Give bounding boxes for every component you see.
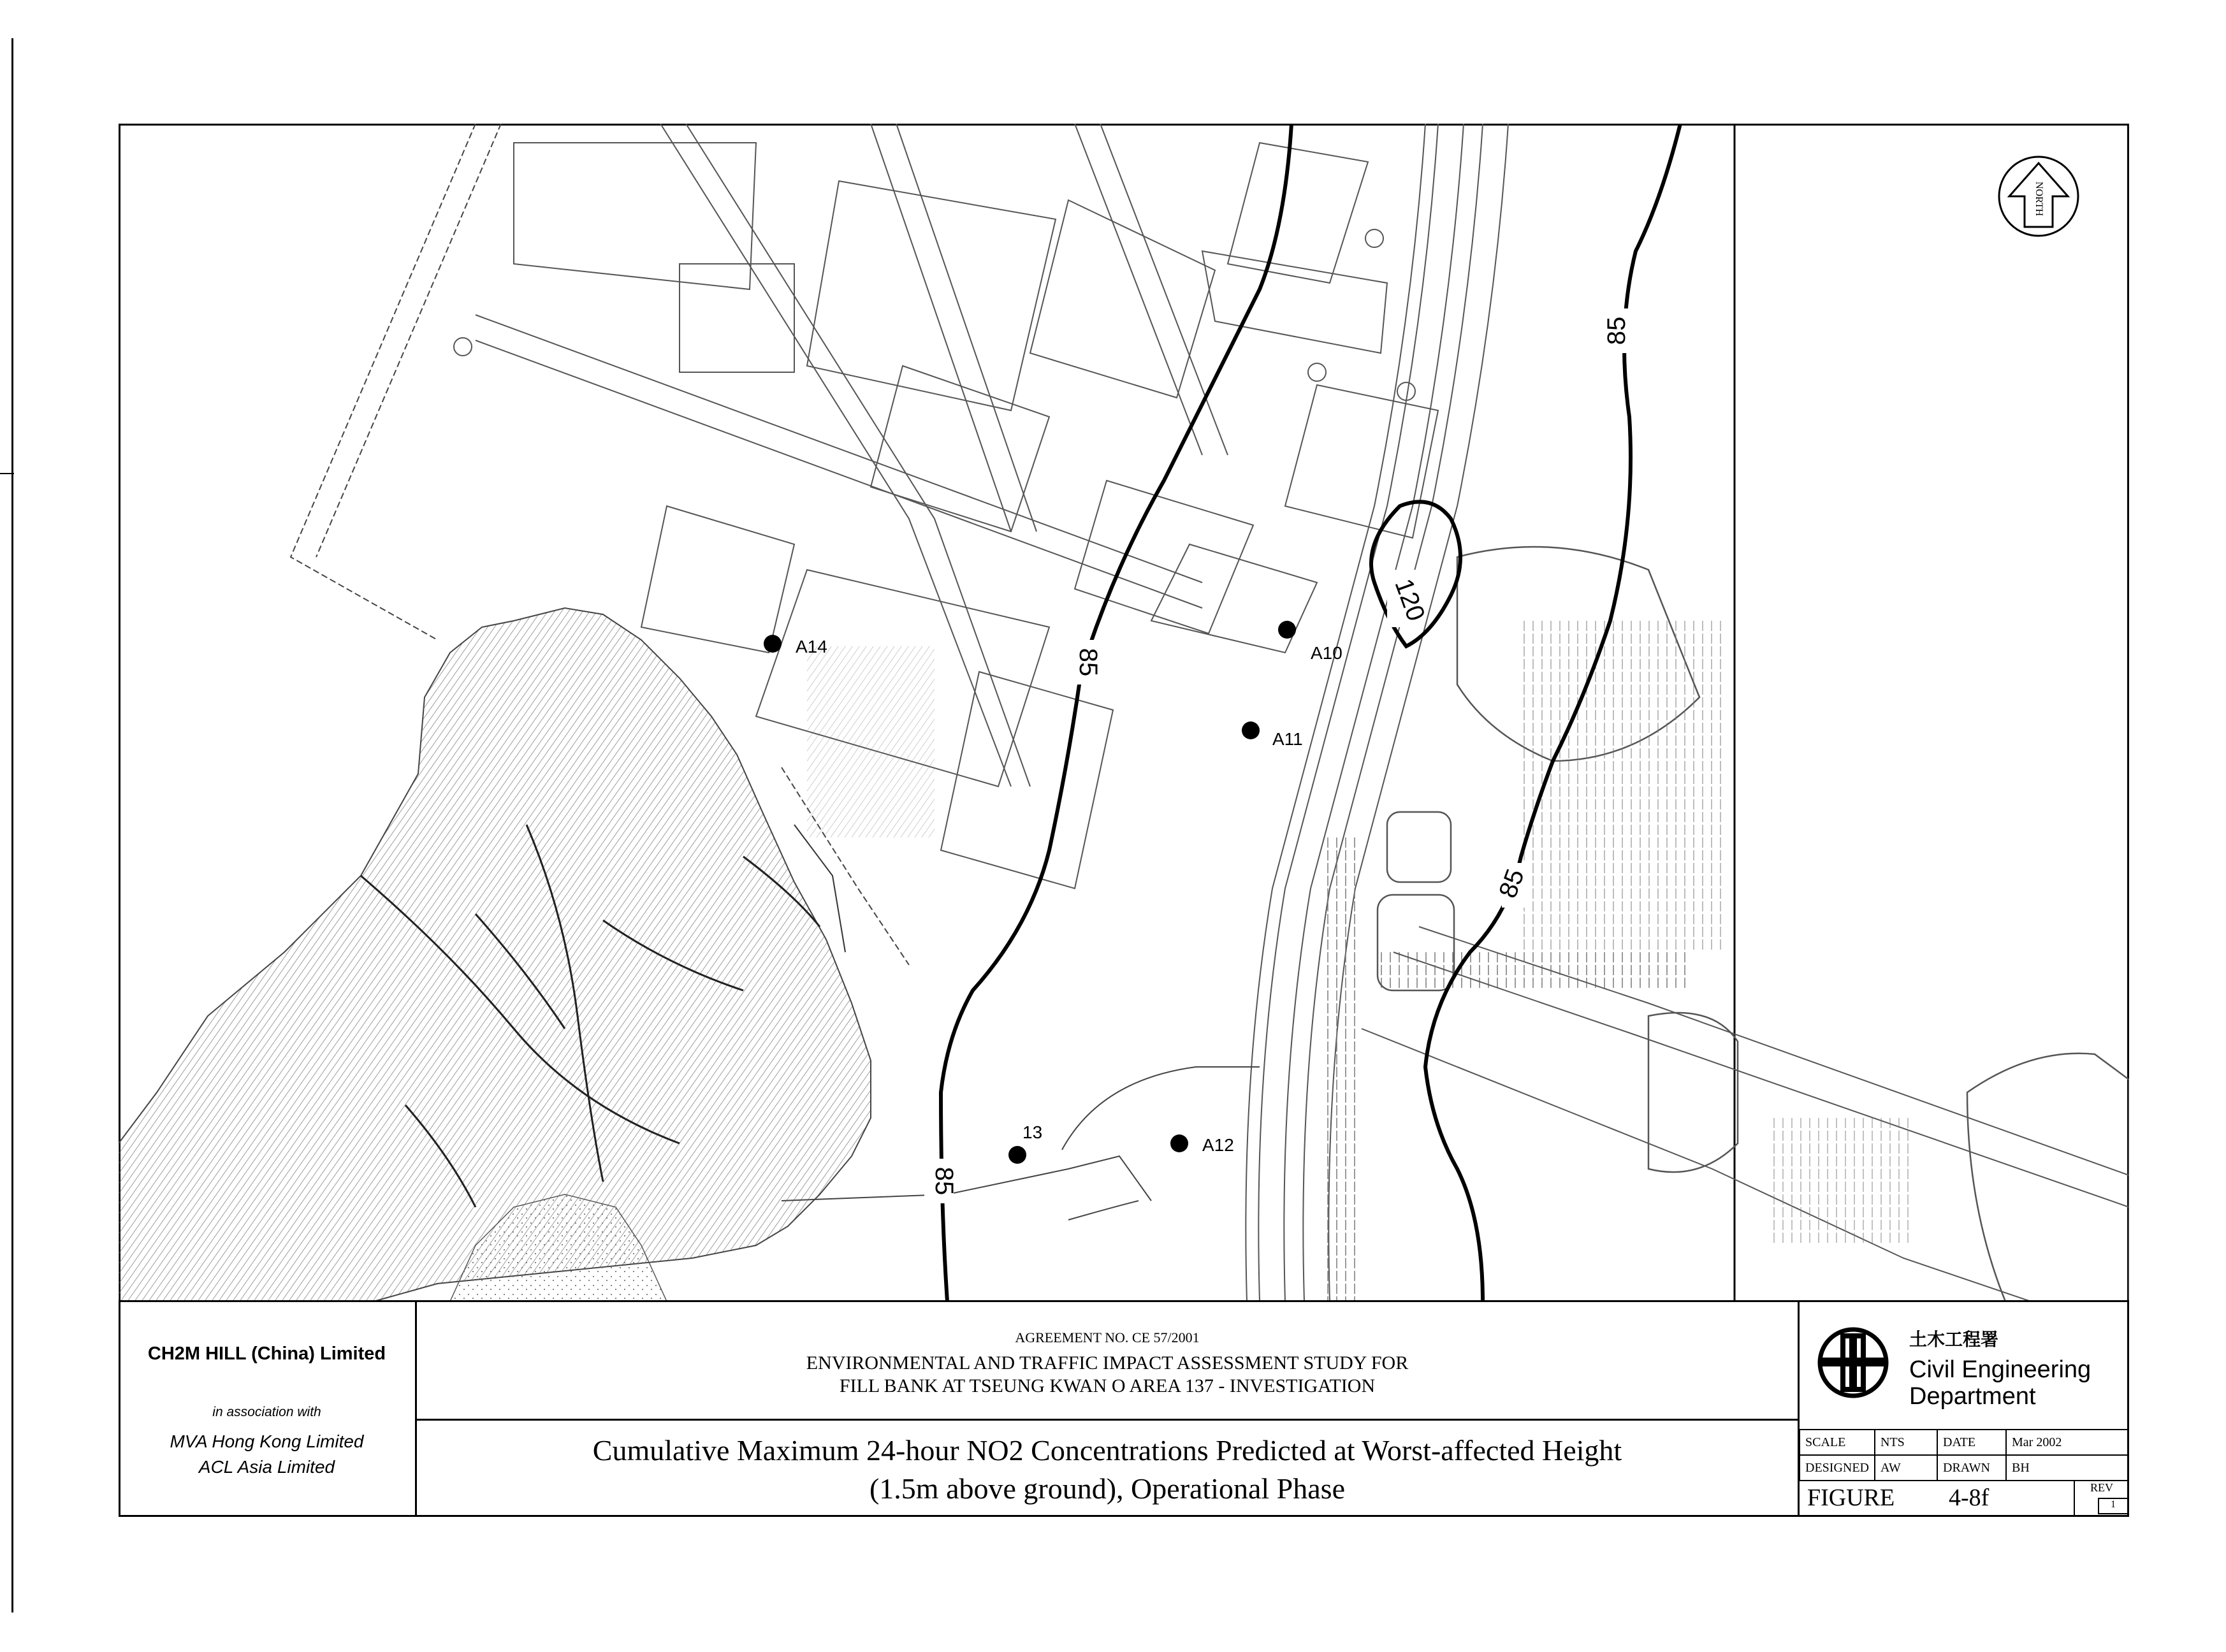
binding-tick-mark [0,473,14,474]
figure-label: FIGURE [1807,1484,1895,1511]
receptor-label: A12 [1202,1135,1234,1155]
contour-label: 120 [1389,575,1430,625]
receptor-a11[interactable] [1242,721,1303,749]
drawing-info-table [1799,1429,2129,1481]
department-panel [1800,1300,2129,1517]
figure-title-line-1: Cumulative Maximum 24-hour NO2 Concentrations Predicted at Worst-affected Height [592,1434,1622,1467]
department-name-line-2: Department [1909,1383,2036,1410]
receptor-label: A14 [796,637,827,656]
contour-85-west [941,124,1291,1301]
title-block [119,1300,2129,1517]
receptor-label: A11 [1272,729,1303,749]
department-chinese-name: 土木工程署 [1909,1329,1999,1350]
binding-edge-line [11,38,13,1612]
agreement-number: AGREEMENT NO. CE 57/2001 [1015,1330,1200,1345]
designed-label: DESIGNED [1800,1455,1875,1481]
date-value: Mar 2002 [2006,1430,2128,1455]
contour-label: 85 [1074,648,1102,677]
designed-value: AW [1875,1455,1937,1481]
north-arrow-icon [1999,157,2078,236]
slope-hatching [807,646,935,837]
contour-label: 85 [1494,865,1530,902]
consultant-panel [119,1300,415,1517]
rev-box [2074,1480,2128,1516]
rev-label: REV [2090,1481,2113,1494]
figure-title-line-2: (1.5m above ground), Operational Phase [869,1472,1346,1505]
contour-label: 85 [1603,316,1631,345]
contour-label: 85 [930,1166,958,1196]
receptor-label: A10 [1311,643,1342,663]
consultant-association: in association with [212,1405,321,1419]
receptor-a12[interactable] [1170,1134,1234,1155]
north-arrow-label: NORTH [2033,181,2044,217]
drawn-value: BH [2006,1455,2128,1481]
drawn-label: DRAWN [1937,1455,2006,1481]
study-title-panel [417,1300,1798,1419]
study-title-line-1: ENVIRONMENTAL AND TRAFFIC IMPACT ASSESSMENT STUDY FOR [806,1352,1409,1373]
receptor-a14[interactable] [764,635,827,656]
figure-title-panel [417,1421,1798,1517]
consultant-company: CH2M HILL (China) Limited [147,1344,386,1364]
figure-number: 4-8f [1949,1484,1990,1511]
receptor-a10[interactable] [1278,621,1342,663]
department-logo-icon [1815,1324,1891,1401]
consultant-partner-2: ACL Asia Limited [198,1457,335,1477]
receptor-label: 13 [1022,1122,1043,1142]
receptor-a13[interactable] [1008,1122,1042,1164]
consultant-partner-1: MVA Hong Kong Limited [170,1431,364,1451]
date-label: DATE [1937,1430,2006,1455]
scale-label: SCALE [1800,1430,1875,1455]
map-area[interactable] [119,124,2129,1301]
scale-value: NTS [1875,1430,1937,1455]
study-title-line-2: FILL BANK AT TSEUNG KWAN O AREA 137 - INVESTIGATION [839,1375,1376,1396]
department-name-line-1: Civil Engineering [1909,1356,2091,1383]
rev-value: 1 [2098,1498,2128,1514]
